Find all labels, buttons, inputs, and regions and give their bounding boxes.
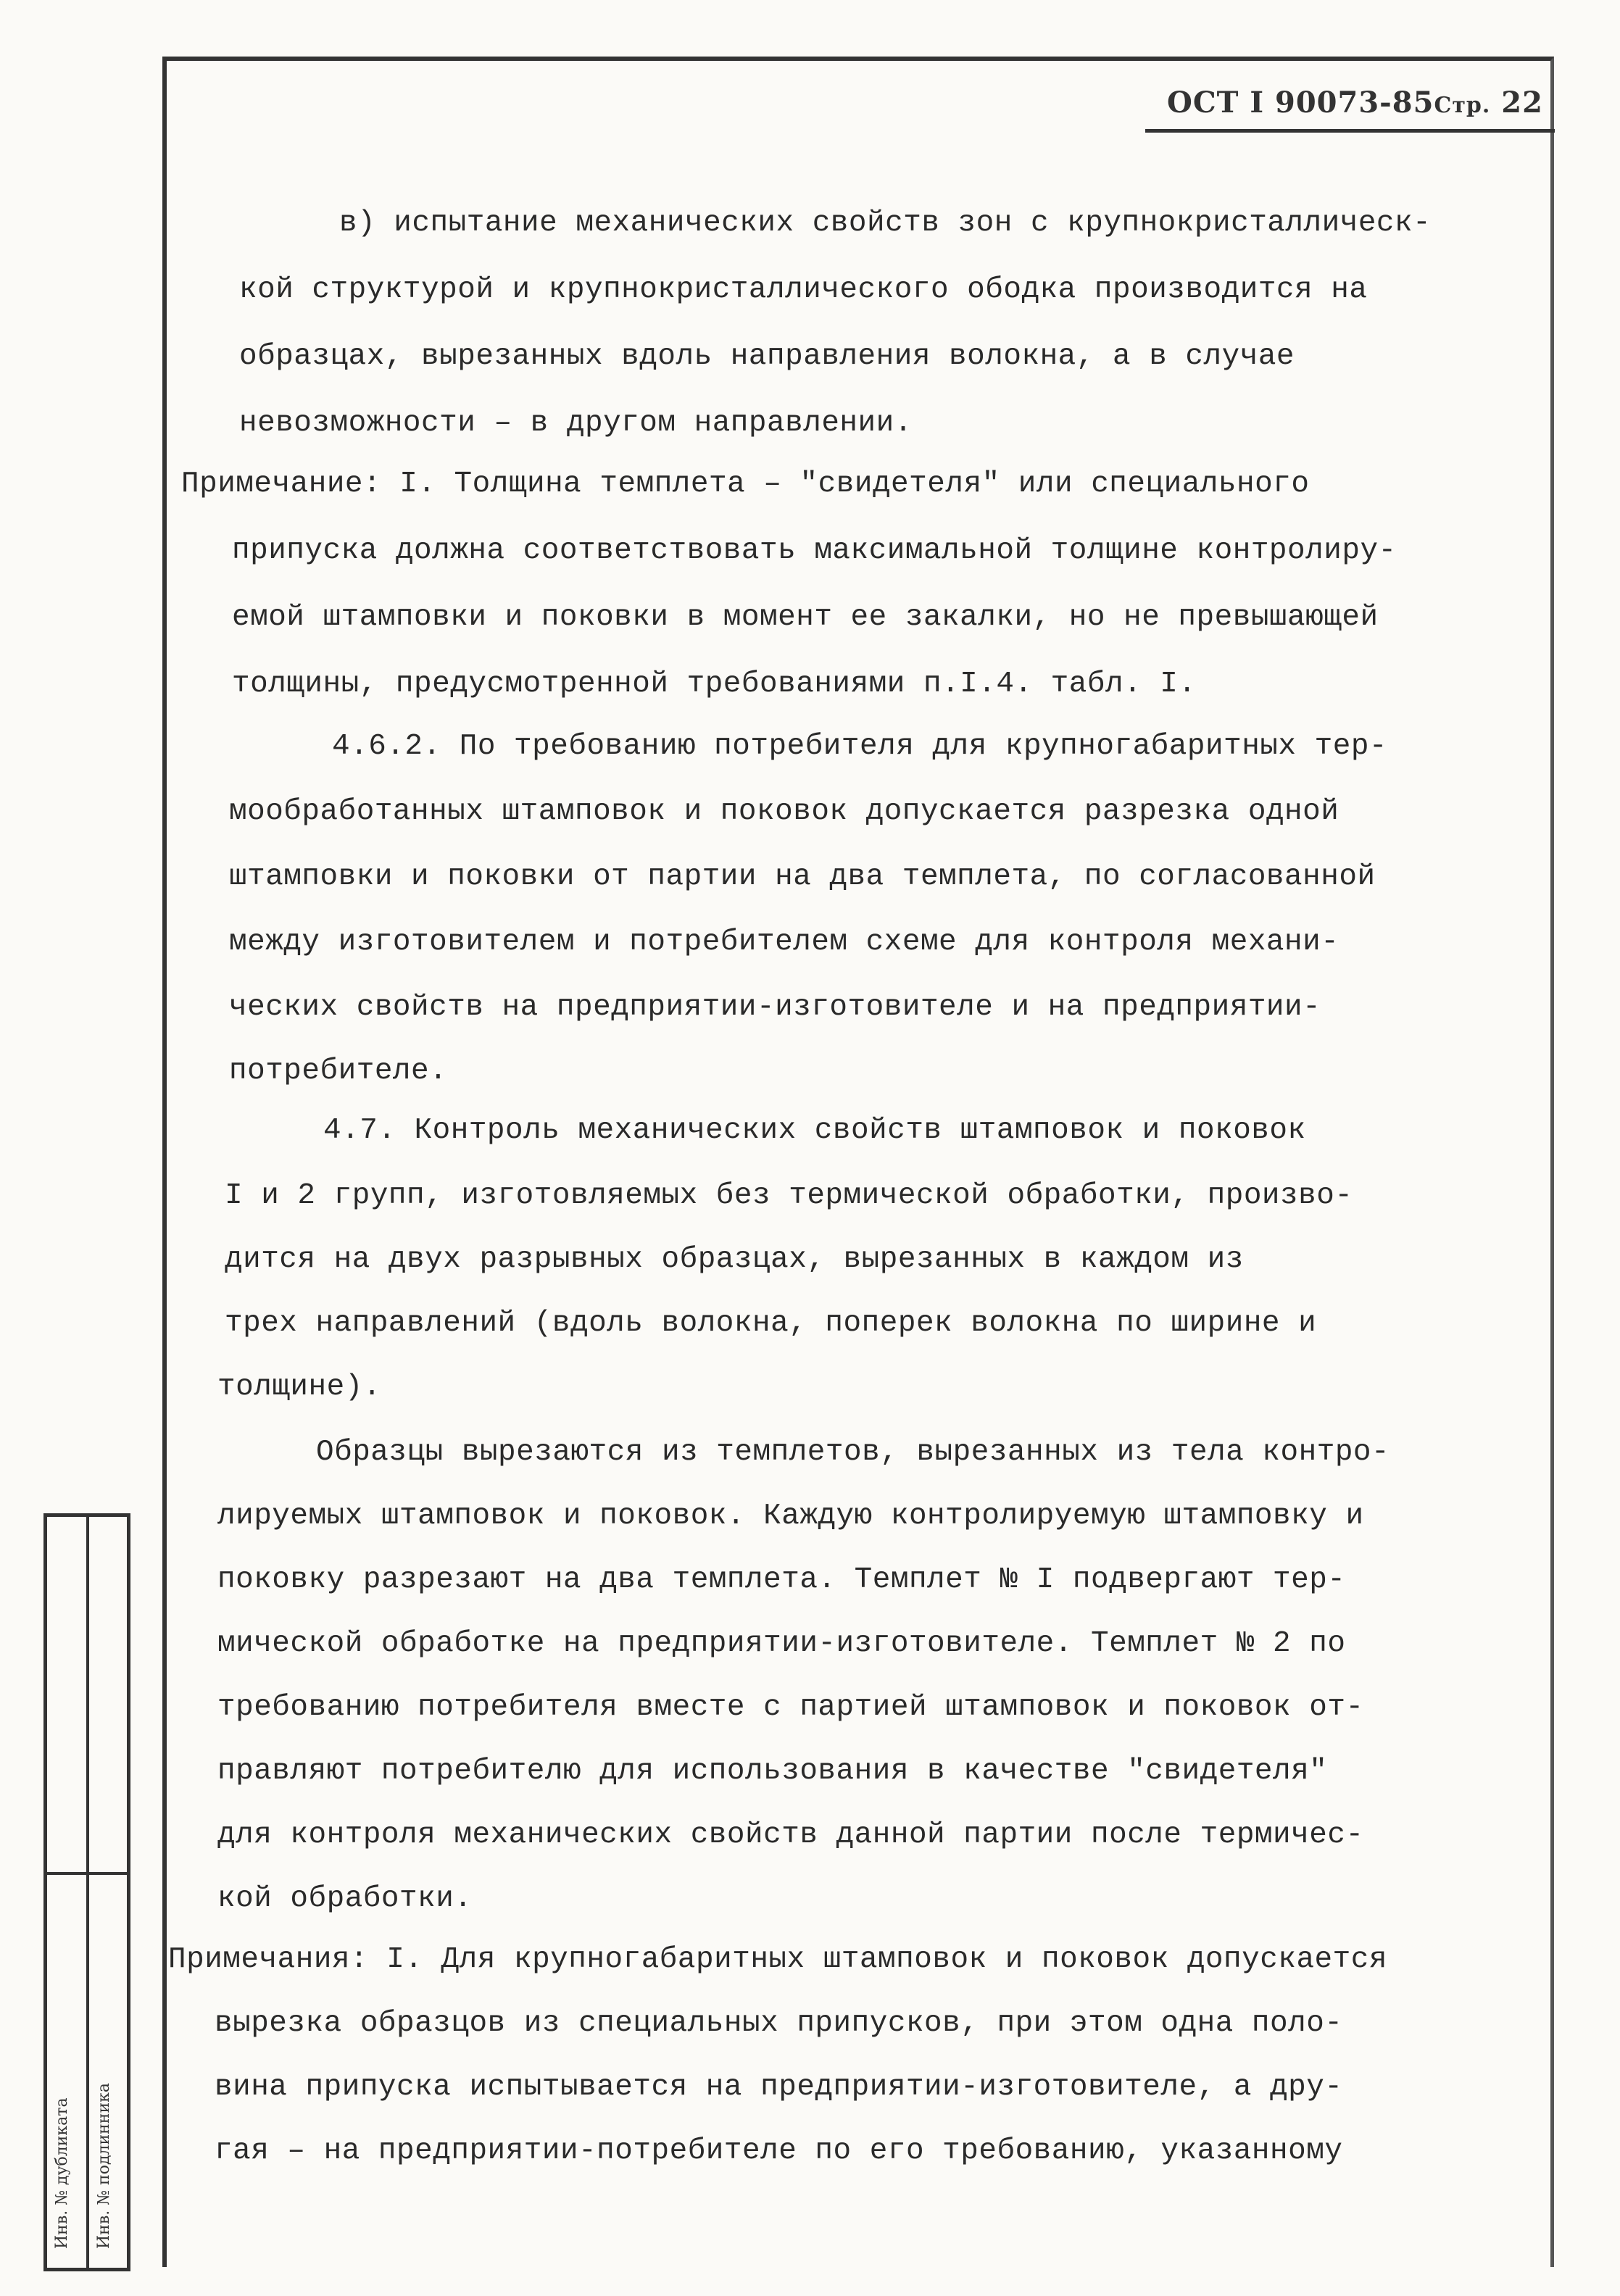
- text-line: потребителе.: [229, 1055, 448, 1088]
- text-line: Образцы вырезаются из темплетов, вырезанных из тела контро-: [316, 1436, 1390, 1469]
- text-line: поковку разрезают на два темплета. Темплет № I подвергают тер-: [217, 1563, 1346, 1597]
- text-line: для контроля механических свойств данной партии после термичес-: [217, 1818, 1364, 1852]
- stamp-hline: [47, 1872, 127, 1875]
- text-line: между изготовителем и потребителем схеме для контроля механи-: [229, 926, 1339, 959]
- text-line: толщины, предусмотренной требованиями п.I.4. табл. I.: [232, 667, 1197, 701]
- text-line: невозможности – в другом направлении.: [239, 407, 913, 440]
- text-line: в) испытание механических свойств зон с крупнокристаллическ-: [339, 207, 1432, 240]
- text-line: мической обработке на предприятии-изготовителе. Темплет № 2 по: [217, 1627, 1346, 1660]
- text-line: кой обработки.: [217, 1882, 473, 1916]
- text-line: емой штамповки и поковки в момент ее закалки, но не превышающей: [232, 601, 1379, 634]
- text-line: требованию потребителя вместе с партией штамповок и поковок от-: [217, 1691, 1364, 1724]
- text-line: I и 2 групп, изготовляемых без термической обработки, произво-: [225, 1179, 1353, 1213]
- page-header: [1167, 86, 1543, 120]
- text-line: толщине).: [217, 1370, 381, 1404]
- text-line: ческих свойств на предприятии-изготовителе и на предприятии-: [229, 991, 1321, 1024]
- text-line: образцах, вырезанных вдоль направления волокна, а в случае: [239, 340, 1295, 373]
- text-line: вырезка образцов из специальных припусков, при этом одна поло-: [215, 2007, 1343, 2040]
- text-line: кой структурой и крупнокристаллического ободка производится на: [239, 273, 1368, 307]
- note-line: Примечания: I. Для крупногабаритных штамповок и поковок допускается: [168, 1943, 1387, 1976]
- stamp-label-duplicate: Инв. № дубликата: [53, 2097, 71, 2249]
- text-line: гая – на предприятии-потребителе по его требованию, указанному: [215, 2134, 1343, 2168]
- header-underline: [1145, 129, 1555, 133]
- text-line: 4.7. Контроль механических свойств штамповок и поковок: [323, 1114, 1306, 1147]
- stamp-divider: [86, 1517, 89, 2268]
- text-line: вина припуска испытывается на предприятии-изготовителе, а дру-: [215, 2071, 1343, 2104]
- text-line: лируемых штамповок и поковок. Каждую контролируемую штамповку и: [217, 1500, 1364, 1533]
- text-line: припуска должна соответствовать максимальной толщине контролиру-: [232, 534, 1397, 567]
- text-line: мообработанных штамповок и поковок допускается разрезка одной: [229, 795, 1339, 828]
- page-frame: [162, 57, 1554, 2267]
- text-line: 4.6.2. По требованию потребителя для крупногабаритных тер-: [332, 730, 1388, 763]
- text-line: правляют потребителю для использования в качестве "свидетеля": [217, 1755, 1328, 1788]
- text-line: штамповки и поковки от партии на два темплета, по согласованной: [229, 860, 1376, 894]
- text-line: трех направлений (вдоль волокна, поперек волокна по ширине и: [225, 1307, 1317, 1340]
- page-number: 22: [1501, 86, 1543, 120]
- inventory-stamp: [43, 1513, 130, 2271]
- note-line: Примечание: I. Толщина темплета – "свидетеля" или специального: [181, 467, 1310, 501]
- document-code: ОСТ I 90073-85: [1167, 86, 1434, 120]
- text-line: дится на двух разрывных образцах, вырезанных в каждом из: [225, 1243, 1244, 1276]
- page-label: Стр.: [1434, 93, 1491, 118]
- stamp-label-original: Инв. № подлинника: [95, 2083, 113, 2249]
